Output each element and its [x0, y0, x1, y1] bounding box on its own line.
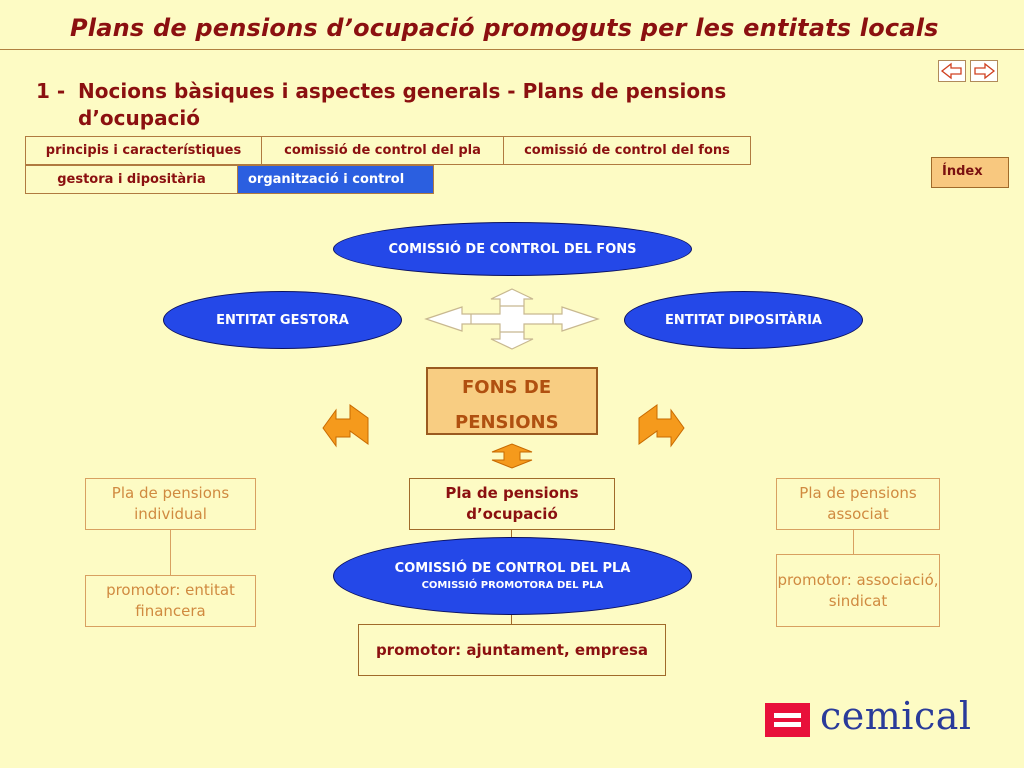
tab-comissio-pla[interactable]: comissió de control del pla	[261, 136, 504, 165]
tab-principis[interactable]: principis i característiques	[25, 136, 262, 165]
cemical-logo-icon	[765, 703, 810, 737]
vertical-double-arrow-icon	[492, 444, 532, 468]
entitat-dipositaria-label: ENTITAT DIPOSITÀRIA	[664, 312, 822, 328]
fons-line2: PENSIONS	[455, 412, 559, 433]
entitat-gestora-node	[163, 291, 402, 349]
promotor-ajuntament-label: promotor: ajuntament, empresa	[375, 640, 649, 659]
section-title-line1: Nocions bàsiques i aspectes generals - Plans de pensions	[78, 79, 727, 103]
index-button[interactable]: Índex	[931, 157, 1009, 188]
promotor-financera-box	[85, 575, 256, 627]
pla-individual-label: Pla de pensions individual	[111, 484, 230, 523]
comissio-control-pla-node	[333, 537, 692, 615]
section-title-line2: d’ocupació	[78, 106, 201, 130]
tab-comissio-fons[interactable]: comissió de control del fons	[503, 136, 751, 165]
four-way-arrow-icon	[426, 289, 598, 349]
pla-ocupacio-label: Pla de pensions d’ocupació	[445, 484, 579, 523]
section-number: 1 -	[36, 79, 66, 103]
promotor-ajuntament-box	[358, 624, 666, 676]
comissio-promotora-label: COMISSIÓ PROMOTORA DEL PLA	[421, 580, 604, 591]
connector-associat	[853, 530, 854, 554]
entitat-gestora-label: ENTITAT GESTORA	[216, 312, 349, 328]
pla-ocupacio-box	[409, 478, 615, 530]
cemical-logo-text: cemical	[820, 694, 972, 738]
promotor-associacio-box	[776, 554, 940, 627]
pla-associat-box	[776, 478, 940, 530]
fons-line1: FONS DE	[462, 377, 552, 398]
promotor-financera-label: promotor: entitat financera	[106, 581, 235, 620]
right-double-arrow-icon	[639, 405, 684, 446]
tab-organitzacio-control[interactable]: organització i control	[237, 165, 434, 194]
tab-gestora-dipositaria[interactable]: gestora i dipositària	[25, 165, 238, 194]
pla-associat-label: Pla de pensions associat	[799, 484, 917, 523]
comissio-pla-label: COMISSIÓ DE CONTROL DEL PLA	[394, 561, 631, 576]
comissio-control-fons-node	[333, 222, 692, 276]
entitat-dipositaria-node	[624, 291, 863, 349]
comissio-fons-label: COMISSIÓ DE CONTROL DEL FONS	[388, 241, 637, 257]
connector-individual	[170, 530, 171, 575]
left-double-arrow-icon	[323, 405, 368, 446]
fons-pensions-node	[426, 367, 598, 435]
promotor-associacio-label: promotor: associació, sindicat	[777, 570, 939, 610]
page-title: Plans de pensions d’ocupació promoguts per les entitats locals	[70, 14, 939, 42]
pla-individual-box	[85, 478, 256, 530]
